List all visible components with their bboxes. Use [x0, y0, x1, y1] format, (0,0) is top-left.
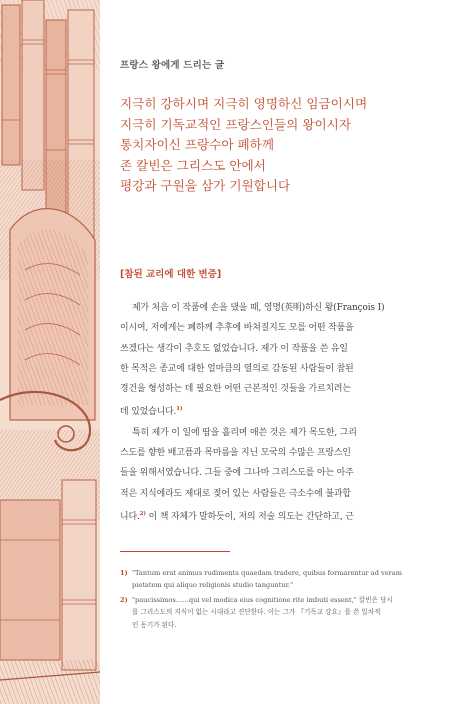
running-head: 프랑스 왕에게 드리는 글: [120, 60, 225, 71]
body-line: 적은 지식에라도 제대로 젖어 있는 사람들은 극소수에 불과합: [120, 488, 351, 499]
book-page: [100, 0, 470, 704]
footnote-line: 인 동기가 된다.: [132, 620, 177, 629]
section-heading: [참된 교리에 대한 변증]: [120, 269, 222, 280]
footnote-divider: [120, 551, 230, 552]
dedication-line: 지극히 강하시며 지극히 영명하신 임금이시며: [120, 96, 368, 111]
body-line: 특히 제가 이 일에 땀을 흘리며 애쓴 것은 제가 목도한, 그리: [132, 427, 357, 438]
dedication-line: 존 칼빈은 그리스도 안에서: [120, 157, 266, 173]
footnote-line: "paucissimos……qui vel modica eius cognitione rite imbuti essent," 칼빈은 당시: [132, 595, 393, 604]
body-text: [120, 298, 462, 527]
footnote-marker: 1): [176, 406, 183, 413]
engraving-artwork: [0, 0, 100, 704]
footnote-line: 를 그리스도의 지식이 없는 시대라고 진단한다. 이는 그가 『기독교 강요』를 쓴 일차적: [132, 608, 381, 617]
body-line: 이시여, 저에게는 폐하께 추후에 바쳐질지도 모를 어떤 작품을: [120, 323, 354, 334]
body-line: 제가 처음 이 작품에 손을 댔을 때, 영명(英明)하신 왕(François I): [132, 303, 385, 313]
illustration-engraving-books: [0, 0, 100, 704]
body-line: 스도를 향한 배고픔과 목마름을 지닌 모국의 수많은 프랑스인: [120, 448, 351, 459]
dedication-line: 통치자이신 프랑수아 폐하께: [120, 137, 274, 153]
body-line: 한 목적은 종교에 대한 얼마큼의 열의로 감동된 사람들이 참된: [120, 363, 354, 374]
body-line: 쓰겠다는 생각이 추호도 없었습니다. 제가 이 작품을 쓴 유일: [120, 343, 348, 354]
body-line: [120, 504, 462, 527]
body-line-text: 데 있었습니다.: [120, 407, 177, 418]
body-line: [120, 399, 462, 422]
dedication: [120, 94, 460, 197]
body-line: 경건을 형성하는 데 필요한 어떤 근본적인 것들을 가르치려는: [120, 384, 351, 395]
footnote-marker: 2): [139, 510, 146, 517]
dedication-line: 평강과 구원을 삼가 기원합니다: [120, 178, 291, 194]
footnote: [120, 567, 462, 592]
footnotes: [120, 567, 462, 633]
footnote-line: pietatem qui aliquo religionis studio tanguntur.": [132, 581, 294, 590]
footnote-line: "Tantum erat animus rudimenta quaedam tradere, quibus formarentur ad veram: [132, 569, 402, 577]
body-line-text: 이 책 자체가 말하듯이, 저의 저술 의도는 간단하고, 근: [145, 511, 354, 522]
body-line-text: 니다.: [120, 511, 140, 522]
footnote-number: 2): [120, 595, 128, 604]
footnote: [120, 594, 462, 631]
footnote-number: 1): [120, 569, 128, 577]
dedication-line: 지극히 기독교적인 프랑스인들의 왕이시자: [120, 116, 351, 132]
body-line: 들을 위해서였습니다. 그들 중에 그나마 그리스도를 아는 아주: [120, 468, 354, 479]
